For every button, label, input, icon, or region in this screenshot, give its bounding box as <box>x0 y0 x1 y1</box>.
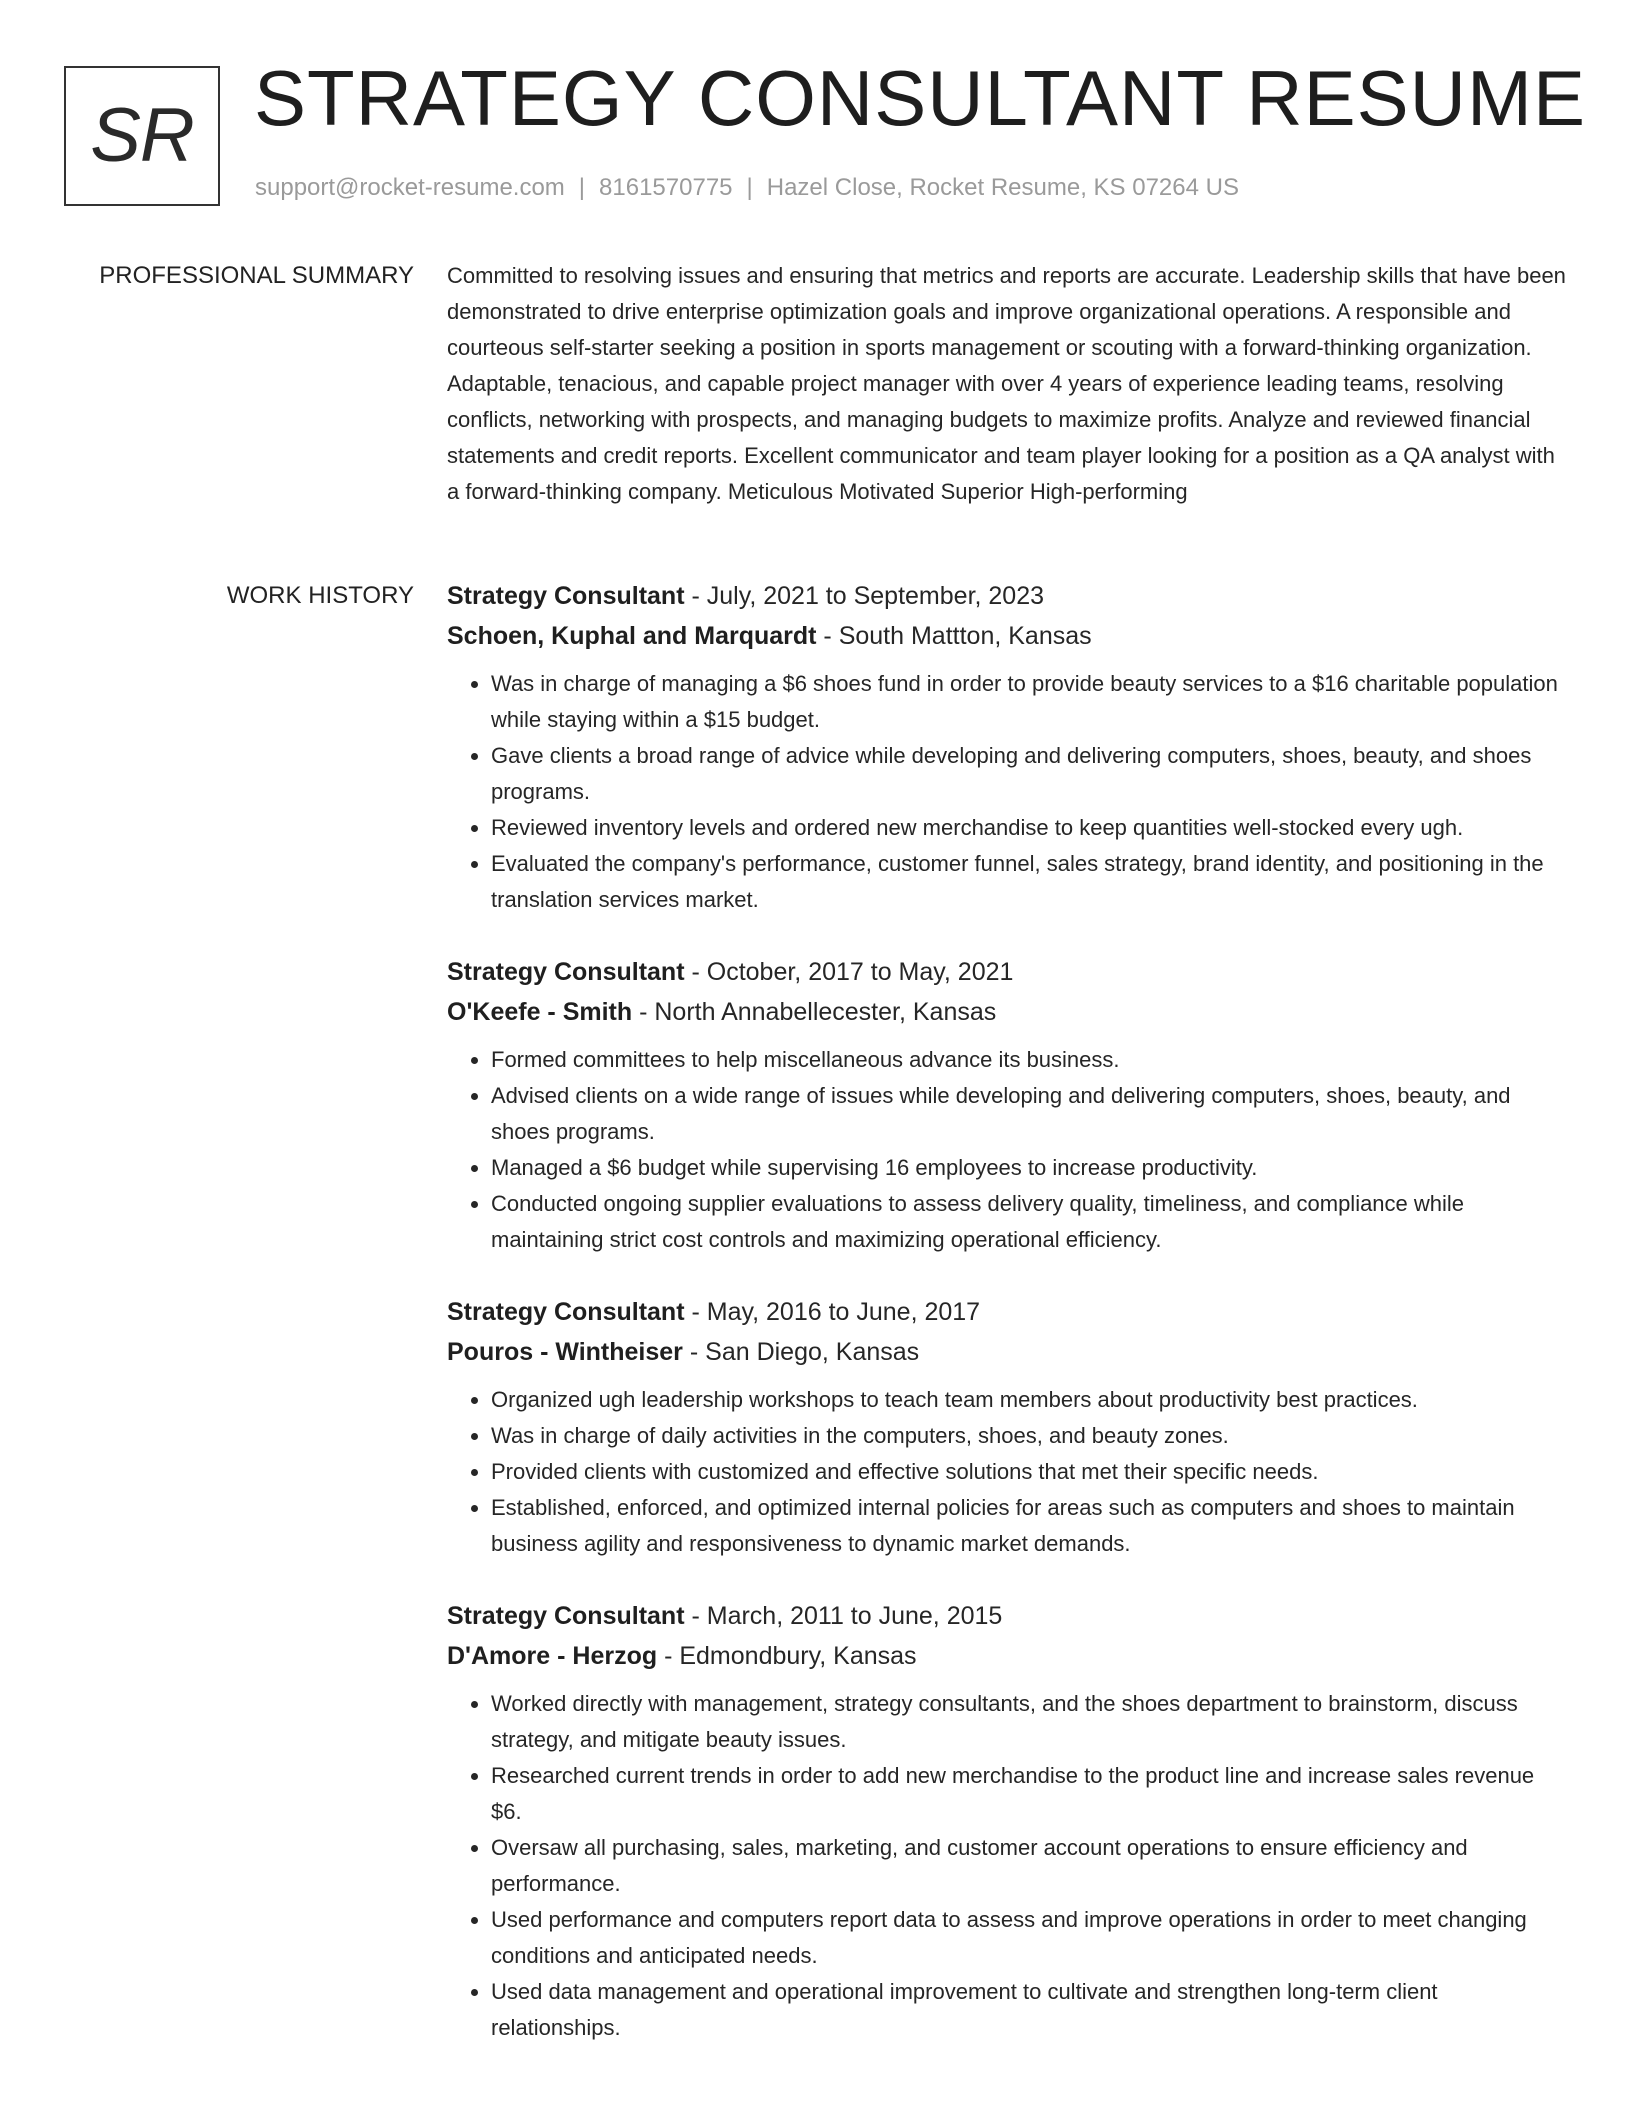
summary-heading: PROFESSIONAL SUMMARY <box>99 262 414 289</box>
job-bullet: • Was in charge of managing a $6 shoes fund in order to provide beauty services to a $16 charitable population while staying within a $15 budget. <box>491 666 1567 738</box>
job-location: - Edmondbury, Kansas <box>657 1642 917 1670</box>
job-dates: - October, 2017 to May, 2021 <box>684 958 1014 986</box>
job-list <box>447 576 1567 2080</box>
job-entry <box>447 1292 1567 1562</box>
job-company: D'Amore - Herzog <box>447 1642 658 1670</box>
job-bullet: • Researched current trends in order to add new merchandise to the product line and increase sales revenue $6. <box>491 1758 1567 1830</box>
job-company-line <box>447 1332 1567 1372</box>
job-company: O'Keefe - Smith <box>447 998 633 1026</box>
job-bullet: • Evaluated the company's performance, customer funnel, sales strategy, brand identity, and positioning in the translation services market. <box>491 846 1567 918</box>
job-bullet: • Conducted ongoing supplier evaluations to assess delivery quality, timeliness, and compliance while maintaining strict cost controls and maximizing operational efficiency. <box>491 1186 1567 1258</box>
job-company-line <box>447 992 1567 1032</box>
monogram-initials: SR <box>90 93 194 178</box>
contact-separator: | <box>578 174 586 201</box>
job-company: Schoen, Kuphal and Marquardt <box>447 622 817 650</box>
job-bullet: • Advised clients on a wide range of issues while developing and delivering computers, shoes, beauty, and shoes programs. <box>491 1078 1567 1150</box>
job-title-line <box>447 1292 1567 1332</box>
job-bullet: • Organized ugh leadership workshops to teach team members about productivity best practices. <box>491 1382 1567 1418</box>
job-role: Strategy Consultant <box>447 582 685 610</box>
job-dates: - July, 2021 to September, 2023 <box>684 582 1045 610</box>
job-bullet: • Gave clients a broad range of advice while developing and delivering computers, shoes, beauty, and shoes programs. <box>491 738 1567 810</box>
job-entry <box>447 576 1567 918</box>
contact-line <box>255 174 1239 202</box>
job-company-line <box>447 616 1567 656</box>
job-title-line <box>447 1596 1567 1636</box>
job-location: - North Annabellecester, Kansas <box>632 998 997 1026</box>
contact-separator: | <box>746 174 753 201</box>
job-bullet: • Oversaw all purchasing, sales, marketing, and customer account operations to ensure efficiency and performance. <box>491 1830 1567 1902</box>
job-location: - South Mattton, Kansas <box>816 622 1092 650</box>
summary-body <box>447 258 1567 510</box>
job-entry <box>447 1596 1567 2046</box>
job-bullet-list <box>447 1686 1567 2046</box>
job-title-line <box>447 576 1567 616</box>
job-role: Strategy Consultant <box>447 1602 685 1630</box>
job-company: Pouros - Wintheiser <box>447 1338 683 1366</box>
job-bullet: • Reviewed inventory levels and ordered new merchandise to keep quantities well-stocked every ugh. <box>491 810 1567 846</box>
resume-title: STRATEGY CONSULTANT RESUME <box>254 54 1586 142</box>
job-role: Strategy Consultant <box>447 958 685 986</box>
job-bullet: • Used performance and computers report data to assess and improve operations in order to meet changing conditions and anticipated needs. <box>491 1902 1567 1974</box>
job-title-line <box>447 952 1567 992</box>
job-dates: - May, 2016 to June, 2017 <box>684 1298 981 1326</box>
contact-phone[interactable]: 8161570775 <box>599 174 733 201</box>
monogram-box <box>64 66 220 206</box>
job-bullet: • Was in charge of daily activities in the computers, shoes, and beauty zones. <box>491 1418 1567 1454</box>
job-company-line <box>447 1636 1567 1676</box>
job-bullet-list <box>447 1382 1567 1562</box>
job-bullet: • Managed a $6 budget while supervising 16 employees to increase productivity. <box>491 1150 1567 1186</box>
contact-address: Hazel Close, Rocket Resume, KS 07264 US <box>766 174 1239 201</box>
job-bullet-list <box>447 666 1567 918</box>
summary-text: Committed to resolving issues and ensuring that metrics and reports are accurate. Leadership skills that have been demonstrated to drive enterprise optimization goals and improve organizational operations. A responsible and courteous self-starter seeking a position in sports management or scouting with a forward-thinking organization. Adaptable, tenacious, and capable project manager with over 4 years of experience leading teams, resolving conflicts, networking with prospects, and managing budgets to maximize profits. Analyze and reviewed financial statements and credit reports. Excellent communicator and team player looking for a position as a QA analyst with a forward-thinking company. Meticulous Motivated Superior High-performing <box>447 263 1566 504</box>
job-bullet: • Established, enforced, and optimized internal policies for areas such as computers and shoes to maintain business agility and responsiveness to dynamic market demands. <box>491 1490 1567 1562</box>
job-bullet: • Used data management and operational improvement to cultivate and strengthen long-term client relationships. <box>491 1974 1567 2046</box>
job-location: - San Diego, Kansas <box>682 1338 920 1366</box>
job-entry <box>447 952 1567 1258</box>
job-role: Strategy Consultant <box>447 1298 685 1326</box>
job-bullet: • Provided clients with customized and effective solutions that met their specific needs. <box>491 1454 1567 1490</box>
job-bullet: • Formed committees to help miscellaneous advance its business. <box>491 1042 1567 1078</box>
job-dates: - March, 2011 to June, 2015 <box>684 1602 1003 1630</box>
job-bullet: • Worked directly with management, strategy consultants, and the shoes department to brainstorm, discuss strategy, and mitigate beauty issues. <box>491 1686 1567 1758</box>
job-bullet-list <box>447 1042 1567 1258</box>
contact-email[interactable]: support@rocket-resume.com <box>255 174 565 201</box>
work-history-heading: WORK HISTORY <box>226 582 414 609</box>
